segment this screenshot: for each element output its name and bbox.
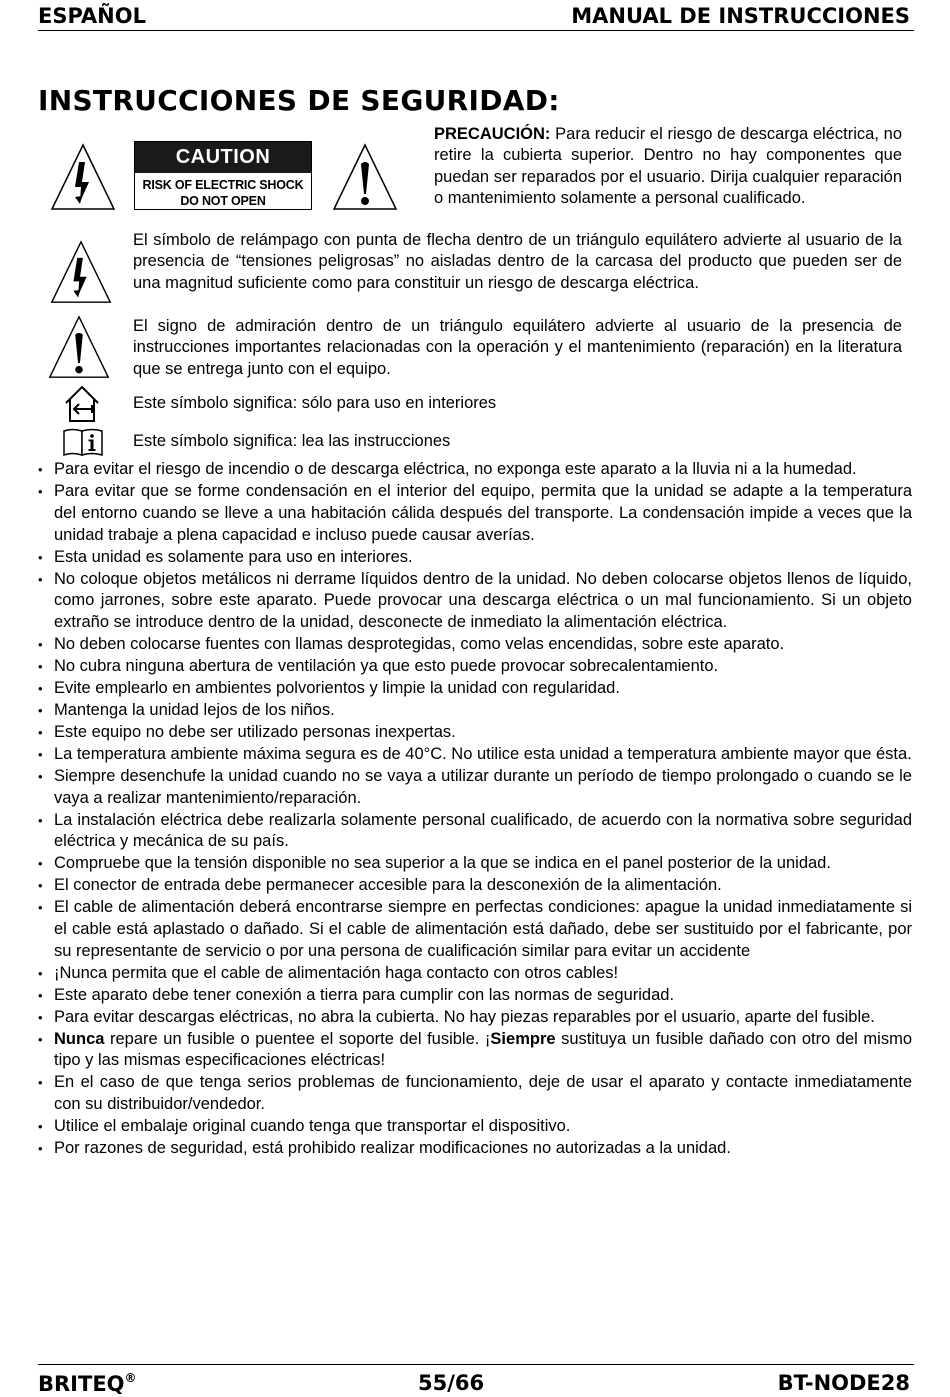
list-item: • Para evitar el riesgo de incendio o de descarga eléctrica, no exponga este aparato a la lluvia ni a la humedad. <box>38 459 912 481</box>
bullet-icon: • <box>38 462 43 477</box>
page-number: 55/66 <box>418 1371 485 1395</box>
list-item: • La temperatura ambiente máxima segura es de 40°C. No utilice esta unidad a temperatura ambiente mayor que ésta. <box>38 744 912 766</box>
bullet-icon: • <box>38 1009 43 1025</box>
caution-line1: RISK OF ELECTRIC SHOCK <box>142 178 304 192</box>
bullet-icon: • <box>38 965 43 981</box>
precaution-text <box>434 124 902 209</box>
bullet-icon: • <box>38 724 43 740</box>
exclamation-warning-icon <box>331 142 399 212</box>
header-language: ESPAÑOL <box>38 4 146 28</box>
bullet-icon: • <box>38 681 43 697</box>
bullet-icon: • <box>38 987 43 1003</box>
bullet-icon: • <box>38 1075 43 1091</box>
caution-label <box>134 141 312 210</box>
exclamation-warning-icon <box>46 314 112 380</box>
bullet-icon: • <box>38 1119 43 1135</box>
indoor-symbol-description: Este símbolo significa: sólo para uso en interiores <box>133 394 497 412</box>
bullet-icon: • <box>38 900 43 916</box>
read-manual-icon <box>62 427 104 457</box>
list-item: • Compruebe que la tensión disponible no sea superior a la que se indica en el panel posterior de la unidad. <box>38 853 912 875</box>
list-item: • Este equipo no debe ser utilizado personas inexpertas. <box>38 722 912 744</box>
exclamation-symbol-description: El signo de admiración dentro de un triángulo equilátero advierte al usuario de la presencia de instrucciones importantes relacionadas con la operación y el mantenimiento (reparación) en la literatura que se entrega junto con el equipo. <box>133 317 902 378</box>
precaution-label: PRECAUCIÓN: <box>434 125 551 143</box>
header-doc-type: MANUAL DE INSTRUCCIONES <box>571 4 910 28</box>
precaution-body: Para reducir el riesgo de descarga eléctrica, no retire la cubierta superior. Dentro no hay componentes que puedan ser reparados por el usuario. Dirija cualquier reparación o mantenimiento solamente a personal cualificado. <box>434 125 902 207</box>
list-item: • Evite emplearlo en ambientes polvorientos y limpie la unidad con regularidad. <box>38 678 912 700</box>
list-item: • Esta unidad es solamente para uso en interiores. <box>38 547 912 569</box>
bullet-icon: • <box>38 812 43 828</box>
lightning-warning-icon <box>48 239 114 305</box>
footer-model: BT-NODE28 <box>777 1371 910 1395</box>
indoor-use-icon <box>62 383 102 425</box>
list-item: • No coloque objetos metálicos ni derrame líquidos dentro de la unidad. No deben colocarse objetos llenos de líquido, como jarrones, sobre este aparato. Puede provocar una descarga eléctrica o un mal funcionamiento. Si un objeto extraño se introduce dentro de la unidad, desconecte de inmediato la alimentación eléctrica. <box>38 569 912 632</box>
bullet-icon: • <box>38 856 43 872</box>
page-footer <box>38 1364 914 1397</box>
list-item: • El cable de alimentación deberá encontrarse siempre en perfectas condiciones: apague la unidad inmediatamente si el cable está aplastado o dañado. Si el cable de alimentación está dañado, debe ser sustituido por el fabricante, por su representante de servicio o por una persona de cualificación similar para evitar un accidente <box>38 898 912 960</box>
bullet-icon: • <box>38 1031 43 1047</box>
bullet-icon: • <box>38 746 43 762</box>
bullet-icon: • <box>38 878 43 894</box>
list-item: • En el caso de que tenga serios problemas de funcionamiento, deje de usar el aparato y contacte inmediatamente con su distribuidor/vendedor. <box>38 1073 912 1114</box>
bullet-icon: • <box>38 549 43 565</box>
list-item: • La instalación eléctrica debe realizarla solamente personal cualificado, de acuerdo con la normativa sobre seguridad eléctrica y mecánica de su país. <box>38 810 912 851</box>
page-header <box>38 4 914 31</box>
lightning-symbol-description: El símbolo de relámpago con punta de flecha dentro de un triángulo equilátero advierte al usuario de la presencia de “tensiones peligrosas” no aisladas dentro de la carcasa del producto que pueden ser de una magnitud suficiente como para constituir un riesgo de descarga eléctrica. <box>133 231 902 292</box>
manual-symbol-description: Este símbolo significa: lea las instrucciones <box>133 432 451 450</box>
list-item: • No cubra ninguna abertura de ventilación ya que esto puede provocar sobrecalentamiento. <box>38 656 912 678</box>
bullet-icon: • <box>38 483 43 499</box>
list-item: • Siempre desenchufe la unidad cuando no se vaya a utilizar durante un período de tiempo prolongado o cuando se le vaya a realizar mantenimiento/reparación. <box>38 766 912 807</box>
caution-title: CAUTION <box>135 142 311 173</box>
section-title: INSTRUCCIONES DE SEGURIDAD: <box>38 84 560 117</box>
bullet-icon: • <box>38 1141 43 1157</box>
list-item: • ¡Nunca permita que el cable de alimentación haga contacto con otros cables! <box>38 963 912 985</box>
safety-instructions-list <box>38 459 912 1160</box>
bullet-icon: • <box>38 659 43 675</box>
lightning-warning-icon <box>49 142 117 212</box>
list-item: • Por razones de seguridad, está prohibido realizar modificaciones no autorizadas a la unidad. <box>38 1138 912 1160</box>
bullet-icon: • <box>38 768 43 784</box>
list-item: • Mantenga la unidad lejos de los niños. <box>38 700 912 722</box>
list-item: • No deben colocarse fuentes con llamas desprotegidas, como velas encendidas, sobre este aparato. <box>38 634 912 656</box>
list-item: • El conector de entrada debe permanecer accesible para la desconexión de la alimentación. <box>38 875 912 897</box>
footer-brand: BRITEQ® <box>38 1371 137 1396</box>
list-item: • Este aparato debe tener conexión a tierra para cumplir con las normas de seguridad. <box>38 985 912 1007</box>
bullet-icon: • <box>38 637 43 653</box>
bullet-icon: • <box>38 702 43 718</box>
bullet-icon: • <box>38 571 43 587</box>
list-item: • Utilice el embalaje original cuando tenga que transportar el dispositivo. <box>38 1116 912 1138</box>
caution-line2: DO NOT OPEN <box>180 194 266 208</box>
list-item: • Para evitar descargas eléctricas, no abra la cubierta. No hay piezas reparables por el usuario, aparte del fusible. <box>38 1007 912 1029</box>
list-item: • Para evitar que se forme condensación en el interior del equipo, permita que la unidad se adapte a la temperatura del entorno cuando se lleve a una habitación cálida después del transporte. La condensación impide a veces que la unidad trabaje a plena capacidad e incluso puede causar averías. <box>38 481 912 544</box>
list-item: • Nunca repare un fusible o puentee el soporte del fusible. ¡Siempre sustituya un fusible dañado con otro del mismo tipo y las mismas especificaciones eléctricas! <box>38 1029 913 1070</box>
